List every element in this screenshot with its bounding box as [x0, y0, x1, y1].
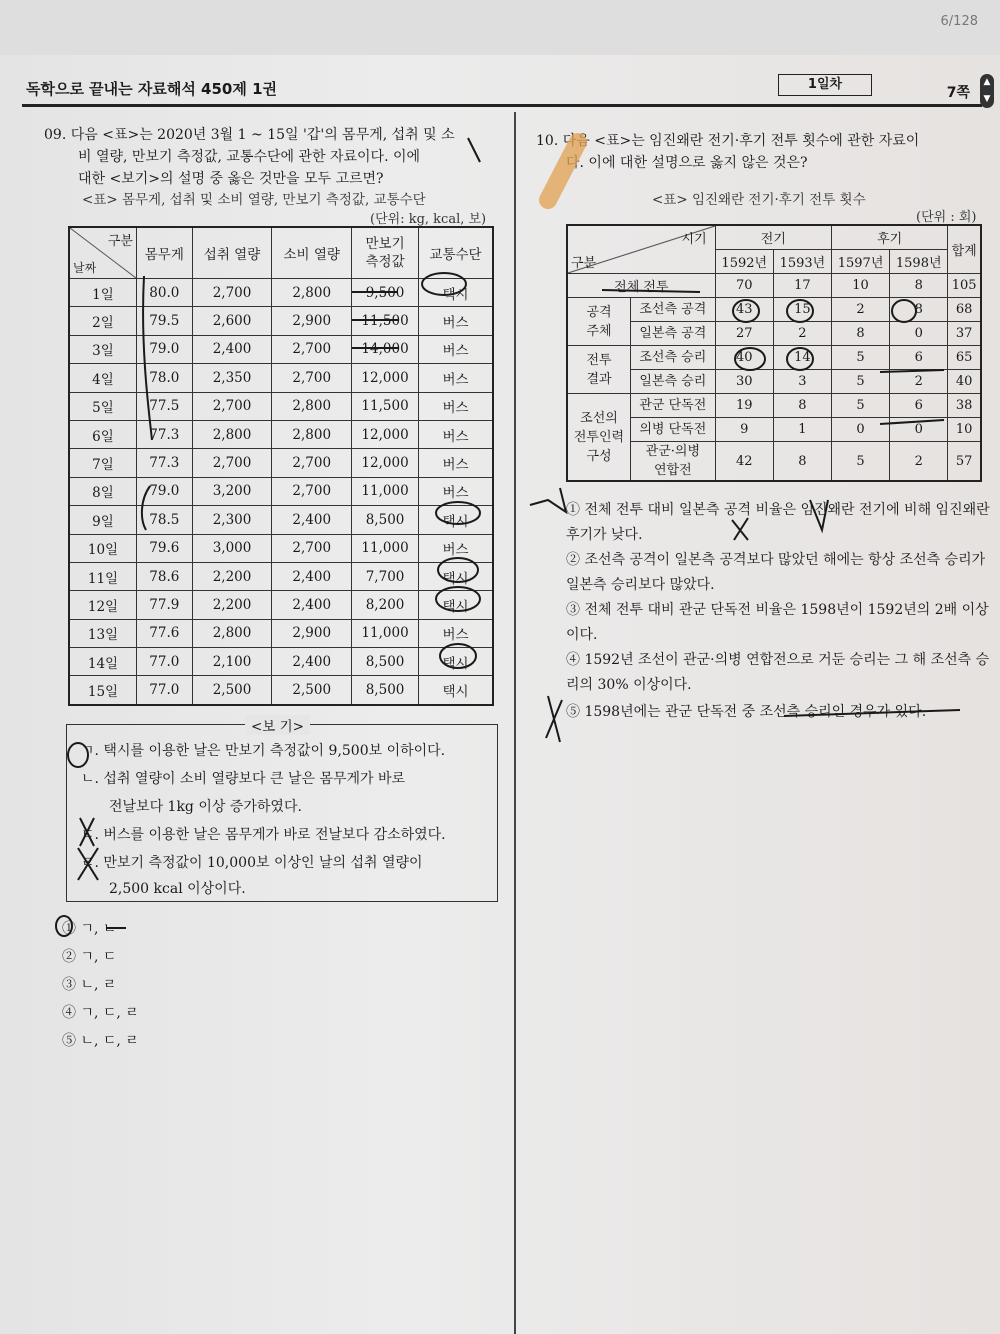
group-label: 조선의 전투인력 구성: [567, 394, 631, 482]
col-header: 만보기 측정값: [352, 227, 419, 279]
book-title: 독학으로 끝내는 자료해석 450제 1권: [26, 80, 278, 98]
value-cell: 80.0: [137, 279, 193, 307]
q9-table-row: [69, 591, 493, 619]
value-cell: 42: [715, 442, 773, 482]
group-label: 공격 주체: [567, 298, 631, 346]
total-header: 합계: [948, 225, 981, 274]
year-header: 1598년: [890, 250, 948, 274]
value-cell: 버스: [419, 392, 493, 420]
value-cell: 2,800: [272, 420, 352, 448]
q9-choice[interactable]: ④ ㄱ, ㄷ, ㄹ: [62, 1005, 139, 1021]
value-cell: 2,700: [272, 534, 352, 562]
q10-line: 10. 다음 <표>는 임진왜란 전기·후기 전투 횟수에 관한 자료이: [536, 133, 920, 149]
value-cell: 2,400: [272, 506, 352, 534]
q10-line: 다. 이에 대한 설명으로 옳지 않은 것은?: [566, 155, 808, 171]
value-cell: 0: [890, 418, 948, 442]
q9-table-row: [69, 562, 493, 590]
value-cell: 2,600: [192, 307, 272, 335]
value-cell: 12,000: [352, 449, 419, 477]
value-cell: 버스: [419, 307, 493, 335]
value-cell: 0: [890, 322, 948, 346]
date-cell: 9일: [69, 506, 137, 534]
row-label: 조선측 승리: [631, 346, 716, 370]
q9-table-row: [69, 279, 493, 307]
q9-bogi-box: [66, 719, 498, 902]
value-cell: 65: [948, 346, 981, 370]
q10-option[interactable]: ③ 전체 전투 대비 관군 단독전 비율은 1598년이 1592년의 2배 이상이다.: [566, 602, 989, 643]
value-cell: 2,200: [192, 562, 272, 590]
q9-choice[interactable]: ⑤ ㄴ, ㄷ, ㄹ: [62, 1033, 139, 1049]
value-cell: 택시: [419, 676, 493, 705]
q10-table: [566, 224, 982, 482]
value-cell: 8: [773, 442, 831, 482]
value-cell: 9: [715, 418, 773, 442]
page-number: 7쪽: [946, 85, 970, 101]
value-cell: 40: [715, 346, 773, 370]
value-cell: 77.3: [137, 449, 193, 477]
value-cell: 8: [890, 274, 948, 298]
value-cell: 8,500: [352, 506, 419, 534]
value-cell: 77.5: [137, 392, 193, 420]
value-cell: 57: [948, 442, 981, 482]
q9-choice[interactable]: ② ㄱ, ㄷ: [62, 949, 117, 965]
row-label: 관군·의병 연합전: [631, 442, 716, 482]
q10-table-row: [567, 274, 981, 298]
value-cell: 2,700: [272, 449, 352, 477]
q10-option[interactable]: ② 조선측 공격이 일본측 공격보다 많았던 해에는 항상 조선측 승리가 일본측 승리보다 많았다.: [566, 552, 986, 593]
q9-table-row: [69, 364, 493, 392]
row-label: 조선측 공격: [631, 298, 716, 322]
corner-bottom: 날짜: [73, 261, 97, 275]
value-cell: 14,000: [352, 335, 419, 363]
year-header: 1597년: [831, 250, 889, 274]
value-cell: 30: [715, 370, 773, 394]
value-cell: 8,500: [352, 676, 419, 705]
value-cell: 2,300: [192, 506, 272, 534]
row-label: 의병 단독전: [631, 418, 716, 442]
value-cell: 11,500: [352, 392, 419, 420]
value-cell: 8,500: [352, 648, 419, 676]
value-cell: 5: [831, 442, 889, 482]
date-cell: 4일: [69, 364, 137, 392]
value-cell: 0: [831, 418, 889, 442]
value-cell: 2,900: [272, 619, 352, 647]
value-cell: 10: [948, 418, 981, 442]
value-cell: 2,700: [192, 392, 272, 420]
value-cell: 2: [890, 370, 948, 394]
corner-cell: [567, 225, 715, 274]
q9-table-row: [69, 335, 493, 363]
value-cell: 3,200: [192, 477, 272, 505]
value-cell: 2,800: [192, 619, 272, 647]
value-cell: 78.0: [137, 364, 193, 392]
value-cell: 19: [715, 394, 773, 418]
value-cell: 2,400: [192, 335, 272, 363]
date-cell: 2일: [69, 307, 137, 335]
period-late: 후기: [831, 225, 947, 250]
row-label: 전체 전투: [567, 274, 715, 298]
bogi-item: 전날보다 1kg 이상 증가하였다.: [109, 799, 302, 815]
bogi-title: <보 기>: [245, 715, 310, 735]
value-cell: 10: [831, 274, 889, 298]
value-cell: 2,700: [272, 335, 352, 363]
value-cell: 버스: [419, 364, 493, 392]
value-cell: 37: [948, 322, 981, 346]
value-cell: 77.0: [137, 676, 193, 705]
q9-table-row: [69, 534, 493, 562]
q9-line: 09. 다음 <표>는 2020년 3월 1 ~ 15일 '갑'의 몸무게, 섭취 및 소: [44, 127, 455, 143]
value-cell: 14: [773, 346, 831, 370]
value-cell: 2,700: [272, 364, 352, 392]
value-cell: 79.0: [137, 477, 193, 505]
q9-table: [68, 226, 494, 706]
bogi-item: ㄷ. 버스를 이용한 날은 몸무게가 바로 전날보다 감소하였다.: [81, 827, 446, 843]
row-label: 일본측 공격: [631, 322, 716, 346]
q9-question: [44, 124, 504, 190]
q9-table-caption: <표> 몸무게, 섭취 및 소비 열량, 만보기 측정값, 교통수단: [82, 192, 426, 208]
col-header: 소비 열량: [272, 227, 352, 279]
value-cell: 1: [773, 418, 831, 442]
value-cell: 버스: [419, 477, 493, 505]
value-cell: 5: [831, 346, 889, 370]
corner-cell: [69, 227, 137, 279]
value-cell: 11,500: [352, 307, 419, 335]
value-cell: 3: [773, 370, 831, 394]
q9-table-row: [69, 676, 493, 705]
scroll-updown-button[interactable]: ▲ ▼: [980, 74, 994, 108]
q9-table-row: [69, 648, 493, 676]
value-cell: 77.6: [137, 619, 193, 647]
bogi-item: ㄱ. 택시를 이용한 날은 만보기 측정값이 9,500보 이하이다.: [81, 743, 446, 759]
q9-choice[interactable]: ③ ㄴ, ㄹ: [62, 977, 117, 993]
value-cell: 15: [773, 298, 831, 322]
page-header: [22, 77, 991, 107]
col-header: 몸무게: [137, 227, 193, 279]
value-cell: 택시: [419, 648, 493, 676]
row-label: 관군 단독전: [631, 394, 716, 418]
date-cell: 13일: [69, 619, 137, 647]
column-divider: [514, 112, 516, 1334]
value-cell: 27: [715, 322, 773, 346]
value-cell: 77.3: [137, 420, 193, 448]
value-cell: 17: [773, 274, 831, 298]
value-cell: 79.6: [137, 534, 193, 562]
bogi-item: ㄹ. 만보기 측정값이 10,000보 이상인 날의 섭취 열량이: [81, 855, 423, 871]
value-cell: 3,000: [192, 534, 272, 562]
row-label: 일본측 승리: [631, 370, 716, 394]
page-counter: 6/128: [940, 14, 978, 29]
value-cell: 2,500: [272, 676, 352, 705]
q9-table-row: [69, 619, 493, 647]
bogi-item: ㄴ. 섭취 열량이 소비 열량보다 큰 날은 몸무게가 바로: [81, 771, 406, 787]
value-cell: 2,800: [192, 420, 272, 448]
value-cell: 11,000: [352, 619, 419, 647]
value-cell: 2: [831, 298, 889, 322]
value-cell: 5: [831, 370, 889, 394]
value-cell: 12,000: [352, 420, 419, 448]
x-mark: [546, 696, 562, 742]
value-cell: 77.0: [137, 648, 193, 676]
q9-table-row: [69, 307, 493, 335]
date-cell: 1일: [69, 279, 137, 307]
year-header: 1593년: [773, 250, 831, 274]
date-cell: 15일: [69, 676, 137, 705]
value-cell: 105: [948, 274, 981, 298]
value-cell: 77.9: [137, 591, 193, 619]
value-cell: 버스: [419, 534, 493, 562]
value-cell: 78.5: [137, 506, 193, 534]
group-label: 전투 결과: [567, 346, 631, 394]
value-cell: 38: [948, 394, 981, 418]
check-mark: [530, 488, 566, 512]
q9-table-row: [69, 420, 493, 448]
value-cell: 7,700: [352, 562, 419, 590]
value-cell: 2: [773, 322, 831, 346]
date-cell: 12일: [69, 591, 137, 619]
value-cell: 9,500: [352, 279, 419, 307]
q10-option[interactable]: ① 전체 전투 대비 일본측 공격 비율은 임진왜란 전기에 비해 임진왜란 후기가 낮다.: [566, 502, 990, 543]
date-cell: 11일: [69, 562, 137, 590]
q9-line: 비 열량, 만보기 측정값, 교통수단에 관한 자료이다. 이에: [78, 149, 421, 165]
date-cell: 6일: [69, 420, 137, 448]
viewer-top-band: [0, 0, 1000, 55]
corner-bottom: 구분: [571, 256, 597, 271]
corner-top: 구분: [107, 234, 133, 249]
value-cell: 11,000: [352, 477, 419, 505]
value-cell: 택시: [419, 591, 493, 619]
q10-table-unit: (단위 : 회): [916, 210, 977, 225]
value-cell: 택시: [419, 506, 493, 534]
value-cell: 2,900: [272, 307, 352, 335]
value-cell: 78.6: [137, 562, 193, 590]
date-cell: 14일: [69, 648, 137, 676]
value-cell: 2: [890, 442, 948, 482]
value-cell: 2,700: [192, 449, 272, 477]
q10-table-row: [567, 298, 981, 322]
value-cell: 2,400: [272, 562, 352, 590]
value-cell: 2,700: [272, 477, 352, 505]
value-cell: 8: [773, 394, 831, 418]
q10-table-caption: <표> 임진왜란 전기·후기 전투 횟수: [652, 192, 866, 208]
value-cell: 2,350: [192, 364, 272, 392]
q9-table-row: [69, 392, 493, 420]
q10-question: [536, 130, 986, 174]
date-cell: 10일: [69, 534, 137, 562]
value-cell: 버스: [419, 335, 493, 363]
value-cell: 79.5: [137, 307, 193, 335]
day-label: 1일차: [778, 74, 872, 96]
value-cell: 11,000: [352, 534, 419, 562]
value-cell: 68: [948, 298, 981, 322]
value-cell: 2,400: [272, 648, 352, 676]
value-cell: 2,200: [192, 591, 272, 619]
corner-top: 시기: [681, 232, 707, 247]
value-cell: 버스: [419, 420, 493, 448]
q10-table-row: [567, 394, 981, 418]
q9-table-row: [69, 477, 493, 505]
year-header: 1592년: [715, 250, 773, 274]
q9-line: 대한 <보기>의 설명 중 옳은 것만을 모두 고르면?: [78, 171, 384, 187]
period-early: 전기: [715, 225, 831, 250]
value-cell: 택시: [419, 562, 493, 590]
q9-table-row: [69, 506, 493, 534]
value-cell: 5: [831, 394, 889, 418]
date-cell: 7일: [69, 449, 137, 477]
date-cell: 5일: [69, 392, 137, 420]
bogi-item: 2,500 kcal 이상이다.: [109, 881, 246, 897]
q9-table-unit: (단위: kg, kcal, 보): [370, 212, 487, 227]
value-cell: 79.0: [137, 335, 193, 363]
q9-table-row: [69, 449, 493, 477]
value-cell: 2,800: [272, 392, 352, 420]
value-cell: 6: [890, 394, 948, 418]
value-cell: 43: [715, 298, 773, 322]
q9-choice[interactable]: ① ㄱ, ㄴ: [62, 921, 117, 937]
value-cell: 버스: [419, 619, 493, 647]
value-cell: 70: [715, 274, 773, 298]
value-cell: 2,100: [192, 648, 272, 676]
date-cell: 8일: [69, 477, 137, 505]
value-cell: 40: [948, 370, 981, 394]
col-header: 섭취 열량: [192, 227, 272, 279]
value-cell: 12,000: [352, 364, 419, 392]
value-cell: 2,500: [192, 676, 272, 705]
value-cell: 2,700: [192, 279, 272, 307]
col-header: 교통수단: [419, 227, 493, 279]
value-cell: 8: [890, 298, 948, 322]
value-cell: 버스: [419, 449, 493, 477]
value-cell: 8: [831, 322, 889, 346]
value-cell: 택시: [419, 279, 493, 307]
q10-option[interactable]: ⑤ 1598년에는 관군 단독전 중 조선측 승리인 경우가 있다.: [566, 704, 927, 720]
value-cell: 2,400: [272, 591, 352, 619]
value-cell: 6: [890, 346, 948, 370]
q10-table-row: [567, 346, 981, 370]
value-cell: 2,800: [272, 279, 352, 307]
date-cell: 3일: [69, 335, 137, 363]
value-cell: 8,200: [352, 591, 419, 619]
q10-option[interactable]: ④ 1592년 조선이 관군·의병 연합전으로 거둔 승리는 그 해 조선측 승리의 30% 이상이다.: [566, 652, 990, 693]
